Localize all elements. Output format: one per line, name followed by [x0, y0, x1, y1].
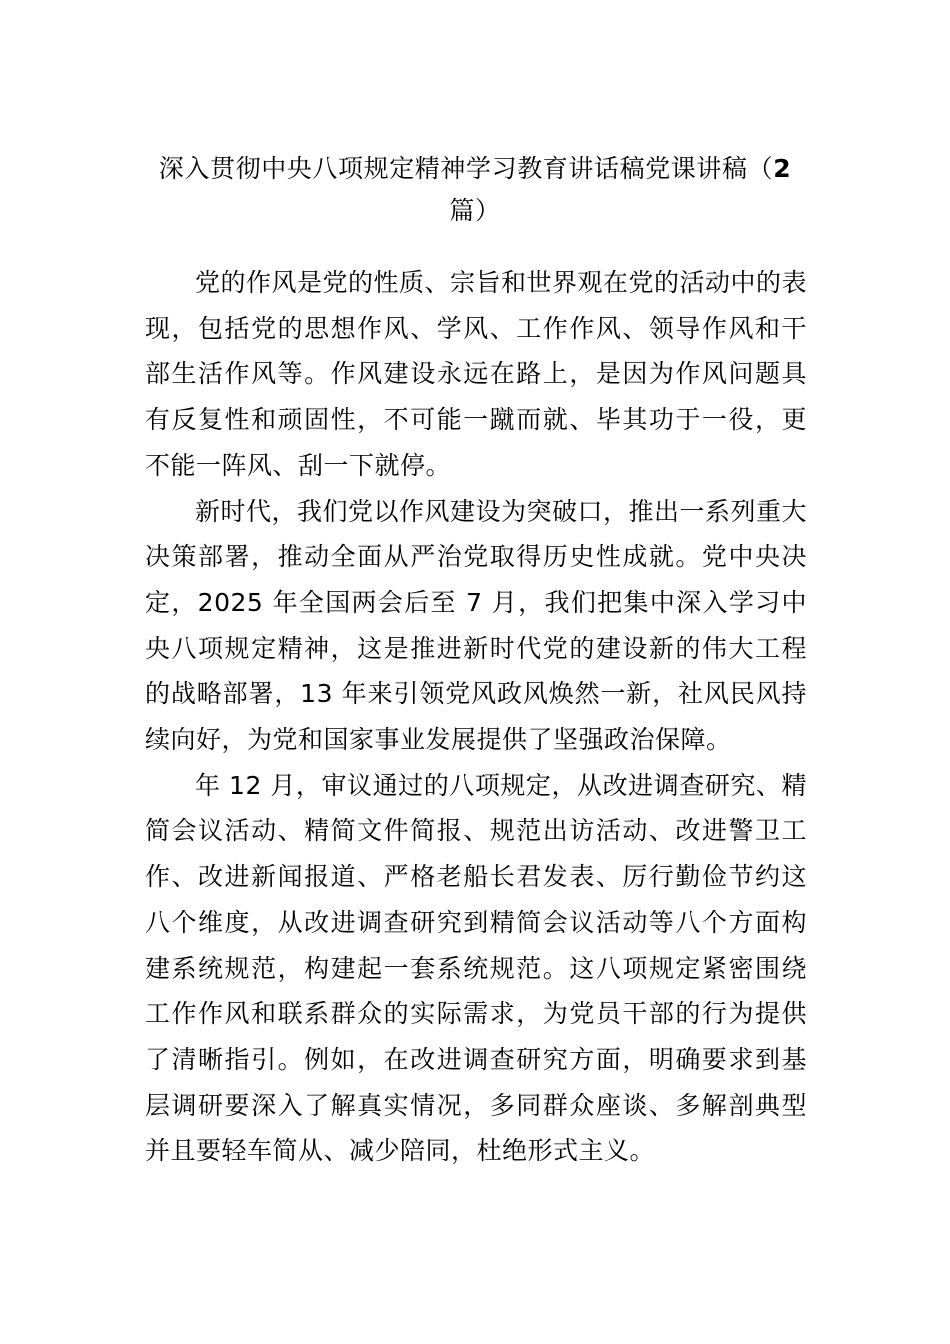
paragraph-3: 年 12 月，审议通过的八项规定，从改进调查研究、精简会议活动、精简文件简报、规范出访活动、改进警卫工作、改进新闻报道、严格老船长君发表、厉行勤俭节约这八个维度，从改进调查研究到精简会议活动等八个方面构建系统规范，构建起一套系统规范。这八项规定紧密围绕工作作风和联系群众的实际需求，为党员干部的行为提供了清晰指引。例如，在改进调查研究方面，明确要求到基层调研要深入了解真实情况，多同群众座谈、多解剖典型并且要轻车简从、减少陪同，杜绝形式主义。 — [145, 770, 807, 1166]
paragraph-1: 党的作风是党的性质、宗旨和世界观在党的活动中的表现，包括党的思想作风、学风、工作作风、领导作风和干部生活作风等。作风建设永远在路上，是因为作风问题具有反复性和顽固性，不可能一蹴而就、毕其功于一役，更不能一阵风、刮一下就停。 — [145, 268, 808, 480]
document-body — [145, 260, 807, 1174]
document-title — [150, 148, 800, 232]
paragraph-2: 新时代，我们党以作风建设为突破口，推出一系列重大决策部署，推动全面从严治党取得历史性成就。党中央决定，2025 年全国两会后至 7 月，我们把集中深入学习中央八项规定精神，这是推进新时代党的建设新的伟大工程的战略部署，13 年来引领党风政风焕然一新，社风民风持续向好，为党和国家事业发展提供了坚强政治保障。 — [145, 496, 808, 755]
title-text: 深入贯彻中央八项规定精神学习教育讲话稿党课讲稿（ — [158, 154, 774, 183]
title-number: 2 — [773, 154, 792, 183]
title-text-end: 篇） — [449, 196, 501, 225]
